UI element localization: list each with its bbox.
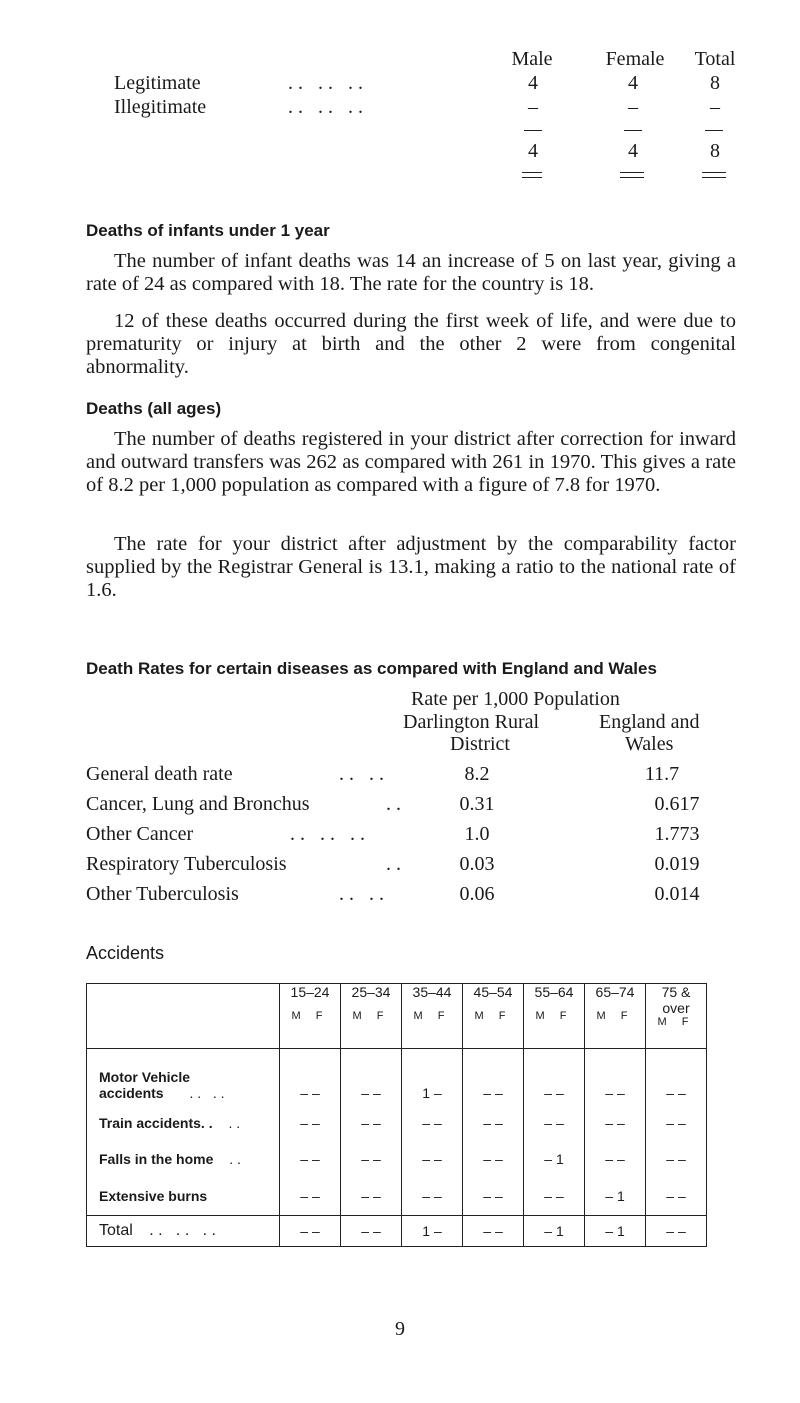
rate-row-label: Other Cancer xyxy=(86,823,194,845)
total-cell: – – xyxy=(280,1216,341,1247)
age-group-header: 55–64 M F xyxy=(524,984,585,1049)
accident-cell: – 1 xyxy=(585,1177,646,1216)
births-legit-female: 4 xyxy=(628,72,638,94)
rate-england-value: 0.019 xyxy=(654,853,700,875)
row-dots: . . . . xyxy=(189,1085,225,1101)
accidents-table xyxy=(86,983,707,1247)
all-deaths-paragraph-1: The number of deaths registered in your district after correction for inward and outward transfers was 262 as compared with 261 in 1970. This gives a rate of 8.2 per 1,000 population as compared with a figure of 7.8 for 1970. xyxy=(86,428,736,496)
rate-row-dots: . . . . . . xyxy=(290,823,365,845)
total-cell: – – xyxy=(646,1216,707,1247)
age-group-header: 35–44 M F xyxy=(402,984,463,1049)
district-column-header: Darlington Rural xyxy=(403,711,540,733)
sum-rule xyxy=(624,130,642,131)
accident-cell: – – xyxy=(463,1049,524,1106)
row-dots: . . . . . . xyxy=(149,1222,216,1239)
accident-cell: – – xyxy=(646,1141,707,1177)
total-double-rule xyxy=(522,172,542,178)
all-deaths-paragraph-2: The rate for your district after adjustment by the comparability factor supplied by the Registrar General is 13.1, making a ratio to the national rate of 1.6. xyxy=(86,533,736,601)
accident-cell: – – xyxy=(341,1105,402,1141)
accident-cell: – – xyxy=(585,1049,646,1106)
births-illegit-male: – xyxy=(528,96,538,118)
rate-england-value: 0.014 xyxy=(654,883,700,905)
accident-cell: – – xyxy=(646,1049,707,1106)
accident-cell: 1 – xyxy=(402,1049,463,1106)
accident-cell: – – xyxy=(585,1105,646,1141)
rate-district-value: 0.31 xyxy=(459,793,495,815)
births-total-total: 8 xyxy=(710,140,720,162)
accident-cell: – – xyxy=(280,1105,341,1141)
total-cell: – 1 xyxy=(524,1216,585,1247)
births-header-total: Total xyxy=(694,48,736,70)
accident-cell: – – xyxy=(280,1141,341,1177)
rate-row-label: General death rate xyxy=(86,763,233,785)
rate-row-dots: . . . . xyxy=(339,763,384,785)
accidents-heading: Accidents xyxy=(86,943,165,963)
table-row xyxy=(87,1141,707,1177)
rate-row-dots: . . xyxy=(386,853,401,875)
births-row-label: Legitimate xyxy=(114,72,201,94)
accident-cell: – – xyxy=(402,1177,463,1216)
row-dots: . . xyxy=(229,1151,241,1167)
accident-cell: – – xyxy=(646,1105,707,1141)
sum-rule xyxy=(705,130,723,131)
accident-cell: – – xyxy=(402,1105,463,1141)
births-illegit-female: – xyxy=(628,96,638,118)
accident-cell: – – xyxy=(524,1105,585,1141)
table-row xyxy=(87,1049,707,1106)
rate-district-value: 0.03 xyxy=(459,853,495,875)
accident-type-label: Falls in the home xyxy=(99,1151,214,1167)
accident-cell: – – xyxy=(341,1049,402,1106)
accident-type-label: Train accidents. . xyxy=(99,1115,213,1131)
rate-district-value: 0.06 xyxy=(459,883,495,905)
accident-cell: – – xyxy=(402,1141,463,1177)
births-row-label: Illegitimate xyxy=(114,96,207,118)
rate-england-value: 1.773 xyxy=(654,823,700,845)
rate-row-dots: . . xyxy=(386,793,401,815)
age-group-header: 25–34 M F xyxy=(341,984,402,1049)
accident-cell: – – xyxy=(280,1177,341,1216)
rate-district-value: 1.0 xyxy=(464,823,490,845)
total-cell: – – xyxy=(463,1216,524,1247)
england-column-header-line2: Wales xyxy=(625,733,674,755)
births-legit-total: 8 xyxy=(710,72,720,94)
sum-rule xyxy=(524,130,542,131)
births-row-dots: . . . . . . xyxy=(288,72,363,94)
infant-deaths-heading: Deaths of infants under 1 year xyxy=(86,221,330,240)
district-column-header-line2: District xyxy=(450,733,510,755)
accident-type-label: Motor Vehicle xyxy=(99,1069,191,1085)
table-total-row xyxy=(87,1216,707,1247)
births-legit-male: 4 xyxy=(528,72,538,94)
rate-england-value: 0.617 xyxy=(654,793,700,815)
accident-cell: – 1 xyxy=(524,1141,585,1177)
accident-type-label: Extensive burns xyxy=(99,1188,208,1204)
accident-cell: – – xyxy=(646,1177,707,1216)
age-group-header: 75 & over M F xyxy=(646,984,707,1049)
accident-type-label-line2: accidents xyxy=(99,1085,164,1101)
age-group-header: 15–24 M F xyxy=(280,984,341,1049)
accidents-header-blank xyxy=(87,984,280,1049)
accident-cell: – – xyxy=(463,1177,524,1216)
births-total-female: 4 xyxy=(628,140,638,162)
accident-cell: – – xyxy=(524,1177,585,1216)
births-header-male: Male xyxy=(511,48,553,70)
total-label: Total xyxy=(99,1222,133,1239)
death-rates-subheading: Rate per 1,000 Population xyxy=(411,688,620,710)
births-header-female: Female xyxy=(605,48,665,70)
death-rates-heading: Death Rates for certain diseases as compared with England and Wales xyxy=(86,659,657,678)
infant-deaths-paragraph-2: 12 of these deaths occurred during the first week of life, and were due to prematurity or injury at birth and the other 2 were from congenital abnormality. xyxy=(86,310,736,378)
accident-cell: – – xyxy=(585,1141,646,1177)
england-column-header: England and xyxy=(599,711,700,733)
accident-cell: – – xyxy=(463,1105,524,1141)
rate-row-dots: . . . . xyxy=(339,883,384,905)
age-group-header: 45–54 M F xyxy=(463,984,524,1049)
rate-row-label: Cancer, Lung and Bronchus xyxy=(86,793,310,815)
total-double-rule xyxy=(620,172,644,178)
rate-district-value: 8.2 xyxy=(464,763,490,785)
total-double-rule xyxy=(702,172,726,178)
accident-cell: – – xyxy=(280,1049,341,1106)
table-row xyxy=(87,1105,707,1141)
rate-row-label: Other Tuberculosis xyxy=(86,883,239,905)
accident-cell: – – xyxy=(341,1177,402,1216)
rate-row-label: Respiratory Tuberculosis xyxy=(86,853,287,875)
accident-cell: – – xyxy=(524,1049,585,1106)
page-number: 9 xyxy=(395,1318,405,1340)
births-row-dots: . . . . . . xyxy=(288,96,363,118)
births-illegit-total: – xyxy=(710,96,720,118)
total-cell: – 1 xyxy=(585,1216,646,1247)
row-dots: . . xyxy=(228,1115,241,1131)
infant-deaths-paragraph-1: The number of infant deaths was 14 an increase of 5 on last year, giving a rate of 24 as compared with 18. The rate for the country is 18. xyxy=(86,250,736,295)
total-cell: – – xyxy=(341,1216,402,1247)
rate-england-value: 11.7 xyxy=(644,763,680,785)
total-cell: 1 – xyxy=(402,1216,463,1247)
accident-cell: – – xyxy=(341,1141,402,1177)
age-group-header: 65–74 M F xyxy=(585,984,646,1049)
all-deaths-heading: Deaths (all ages) xyxy=(86,399,222,418)
births-total-male: 4 xyxy=(528,140,538,162)
table-row xyxy=(87,1177,707,1216)
accident-cell: – – xyxy=(463,1141,524,1177)
